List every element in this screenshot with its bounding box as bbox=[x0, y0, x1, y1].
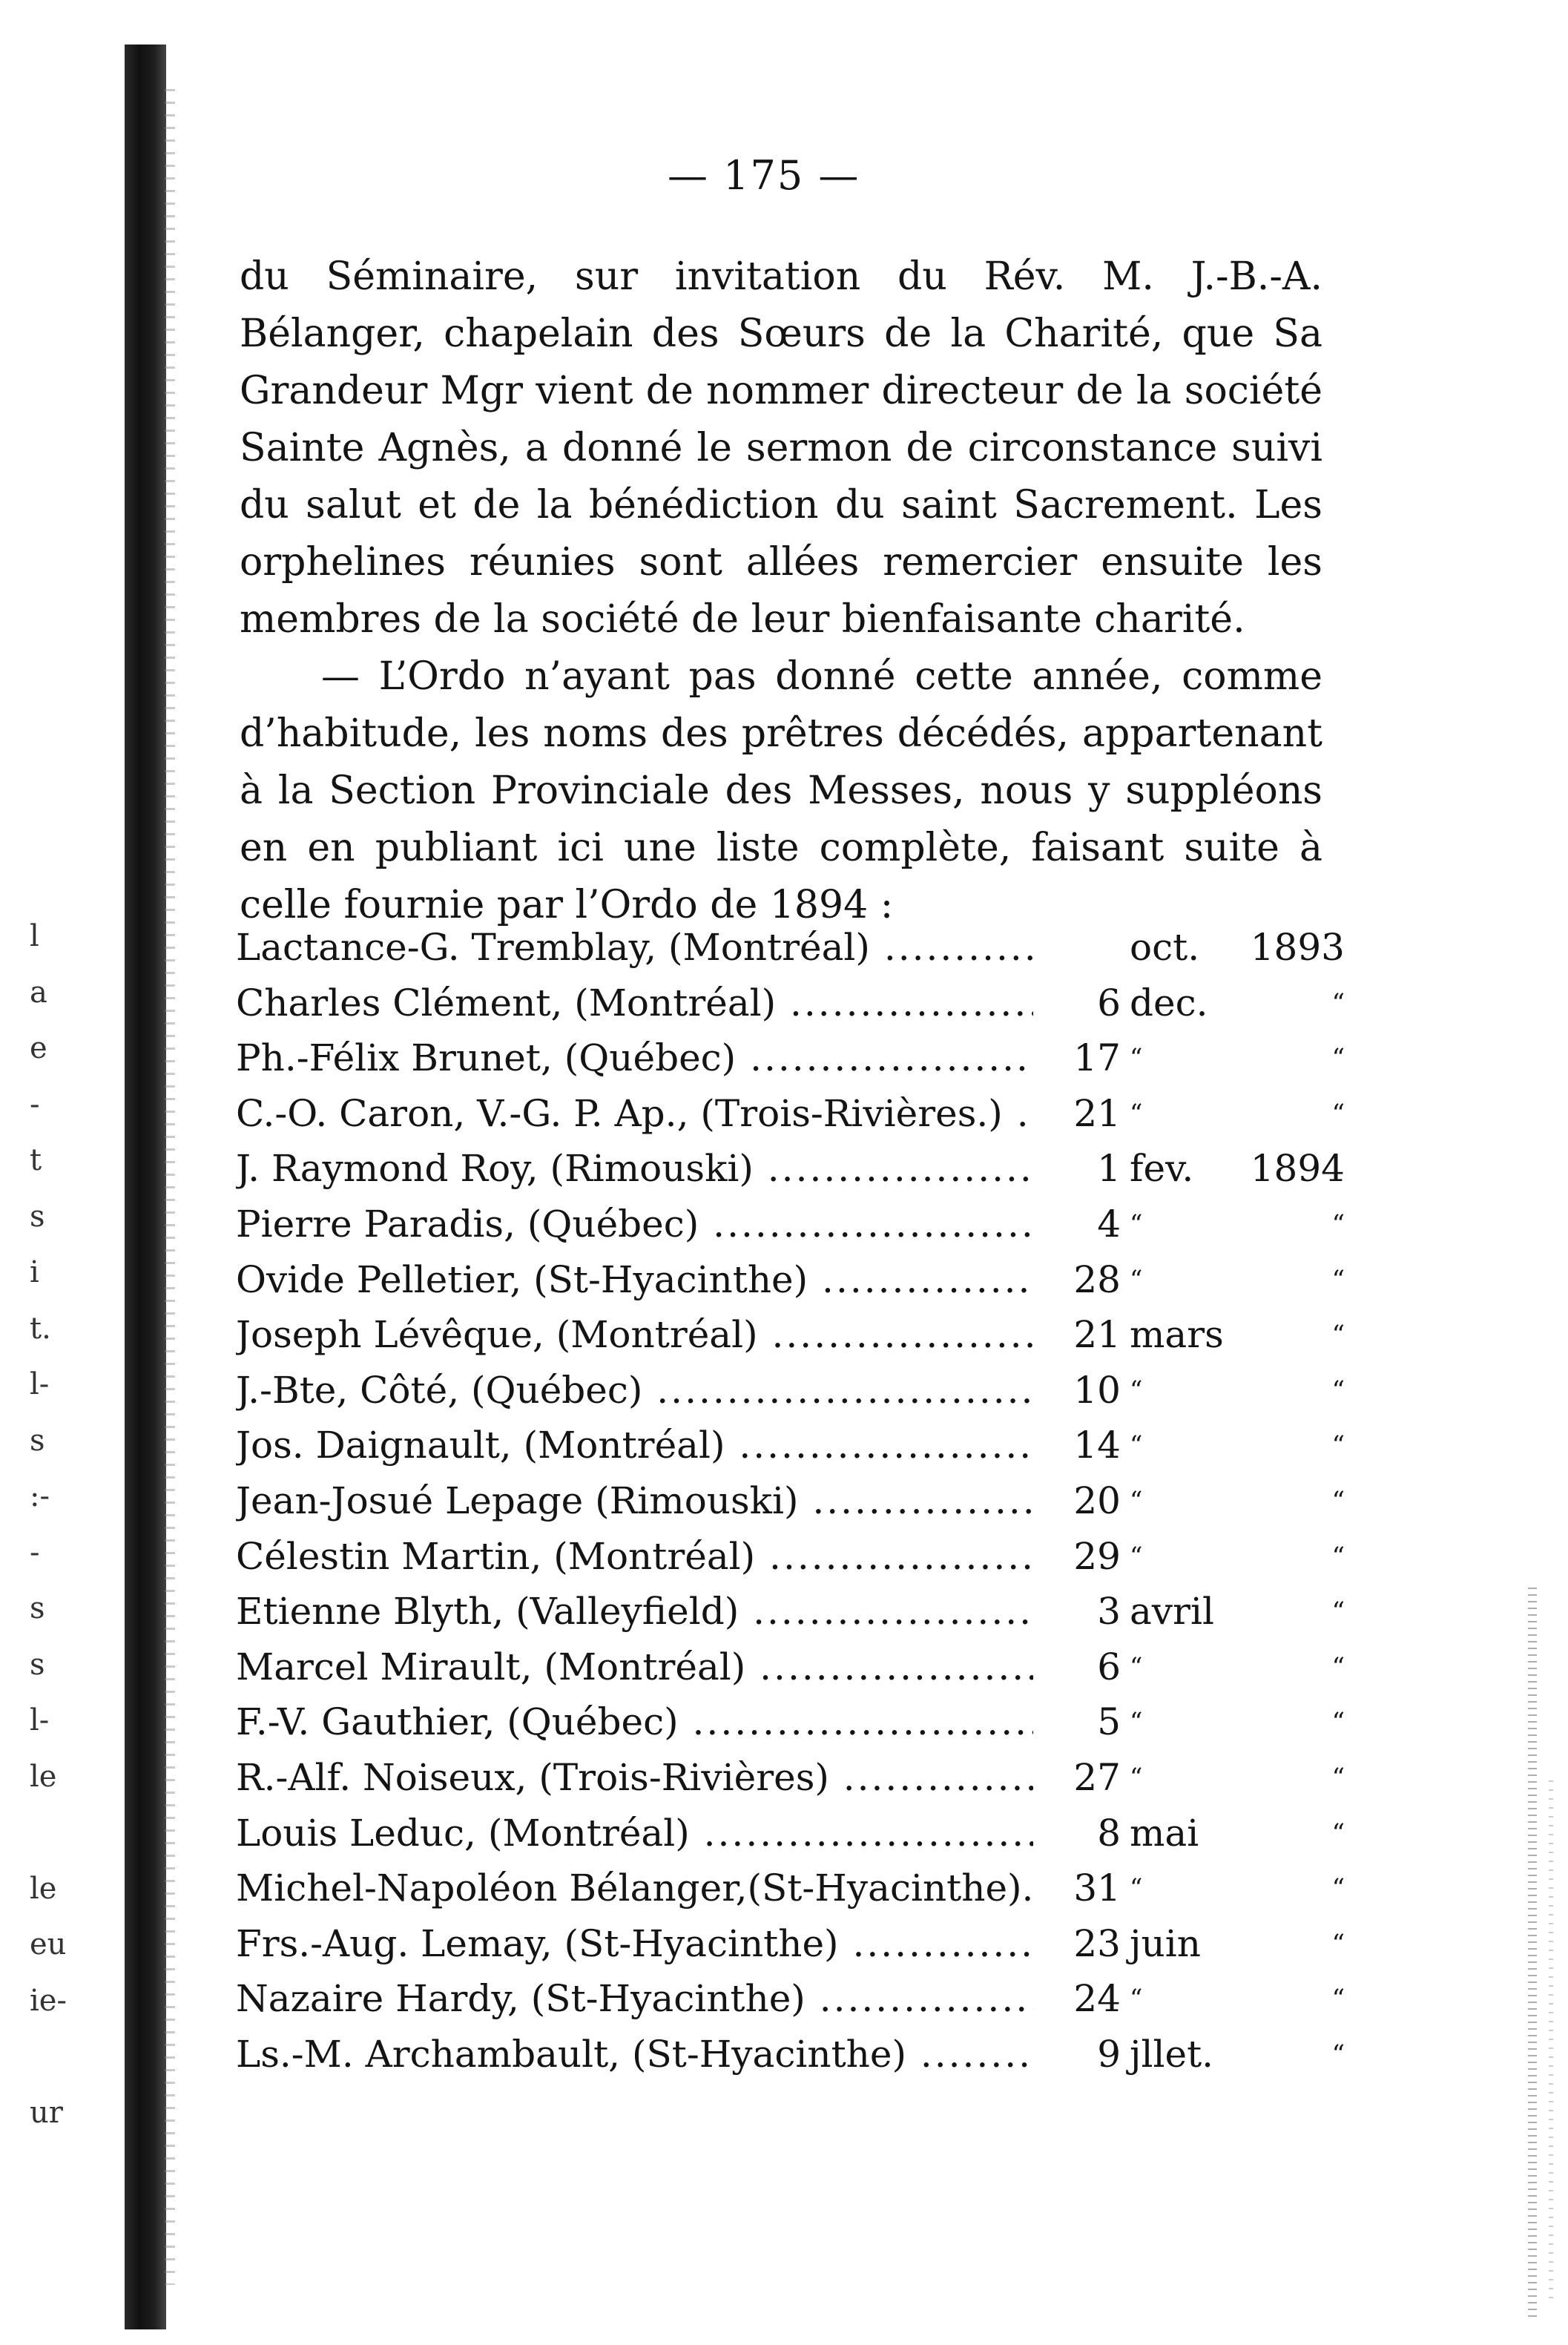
entry-day: 20 bbox=[1033, 1473, 1121, 1529]
list-item bbox=[236, 1197, 1345, 1252]
entry-name: J.-Bte, Côté, (Québec) ..... bbox=[236, 1363, 1033, 1418]
margin-fragment: s bbox=[30, 1591, 45, 1625]
list-item bbox=[236, 920, 1345, 976]
entry-name: Jos. Daignault, (Montréal) ..... bbox=[236, 1418, 1033, 1473]
entry-name: F.-V. Gauthier, (Québec) ..... bbox=[236, 1694, 1033, 1750]
entry-year: “ bbox=[1331, 1320, 1345, 1350]
page-edge-marks bbox=[1528, 1588, 1537, 2322]
entry-name: J. Raymond Roy, (Rimouski) ..... bbox=[236, 1141, 1033, 1197]
book-binding-edge bbox=[125, 45, 166, 2329]
entry-month: “ bbox=[1130, 1043, 1143, 1073]
entry-name: Pierre Paradis, (Québec) ..... bbox=[236, 1197, 1033, 1252]
entry-name: C.-O. Caron, V.-G. P. Ap., (Trois-Rivières.) ..... bbox=[236, 1086, 1033, 1142]
list-item bbox=[236, 1141, 1345, 1197]
entry-day: 21 bbox=[1033, 1086, 1121, 1142]
entry-day: 31 bbox=[1033, 1861, 1121, 1916]
entry-month: “ bbox=[1130, 1264, 1143, 1295]
entry-month: mai bbox=[1130, 1811, 1199, 1855]
entry-year: “ bbox=[1331, 1430, 1345, 1461]
entry-day: 3 bbox=[1033, 1584, 1121, 1639]
entry-year: “ bbox=[1331, 1541, 1345, 1571]
entry-day: 24 bbox=[1033, 1971, 1121, 2027]
entry-month: juin bbox=[1130, 1921, 1201, 1965]
entry-day: 23 bbox=[1033, 1916, 1121, 1972]
entry-day: 6 bbox=[1033, 976, 1121, 1031]
entry-day: 17 bbox=[1033, 1030, 1121, 1086]
binding-shadow bbox=[165, 89, 175, 2285]
margin-fragment: l- bbox=[30, 1367, 50, 1401]
entry-year: 1894 bbox=[1250, 1147, 1345, 1191]
entry-year: “ bbox=[1331, 1984, 1345, 2014]
entry-year: “ bbox=[1331, 1043, 1345, 1073]
margin-fragment: - bbox=[30, 1087, 40, 1122]
entry-name: Joseph Lévêque, (Montréal) ..... bbox=[236, 1307, 1033, 1363]
entry-month: dec. bbox=[1130, 981, 1208, 1025]
margin-fragment: l bbox=[30, 919, 39, 953]
entry-day: 8 bbox=[1033, 1806, 1121, 1861]
margin-fragment: ie- bbox=[30, 1983, 67, 2018]
entry-month: “ bbox=[1130, 1651, 1143, 1682]
margin-fragment: le bbox=[30, 1759, 57, 1794]
margin-fragment: le bbox=[30, 1871, 57, 1906]
list-item bbox=[236, 976, 1345, 1031]
entry-month: mars bbox=[1130, 1313, 1224, 1357]
entry-day: 6 bbox=[1033, 1639, 1121, 1695]
facing-page-fragments bbox=[30, 909, 119, 2141]
page-edge-marks-outer bbox=[1549, 1780, 1553, 2300]
list-item bbox=[236, 1861, 1345, 1916]
entry-month: jllet. bbox=[1130, 2032, 1214, 2076]
entry-name: Ph.-Félix Brunet, (Québec) ..... bbox=[236, 1030, 1033, 1086]
entry-name: Louis Leduc, (Montréal) ..... bbox=[236, 1806, 1033, 1861]
entry-year: “ bbox=[1331, 1651, 1345, 1682]
entry-name: Jean-Josué Lepage (Rimouski) ..... bbox=[236, 1473, 1033, 1529]
entry-year: “ bbox=[1331, 1596, 1345, 1627]
list-item bbox=[236, 1529, 1345, 1585]
margin-fragment: eu bbox=[30, 1927, 67, 1961]
entry-year: “ bbox=[1331, 1375, 1345, 1405]
margin-fragment: t bbox=[30, 1143, 42, 1177]
entry-day: 4 bbox=[1033, 1197, 1121, 1252]
entry-name: Célestin Martin, (Montréal) ..... bbox=[236, 1529, 1033, 1585]
margin-fragment: :- bbox=[30, 1479, 50, 1513]
entry-name: Marcel Mirault, (Montréal) ..... bbox=[236, 1639, 1033, 1695]
margin-fragment bbox=[30, 2029, 119, 2085]
entry-day: 1 bbox=[1033, 1141, 1121, 1197]
margin-fragment: t. bbox=[30, 1311, 51, 1346]
margin-fragment: a bbox=[30, 975, 47, 1010]
entry-day: 29 bbox=[1033, 1529, 1121, 1585]
entry-day: 27 bbox=[1033, 1750, 1121, 1806]
entry-year: “ bbox=[1331, 1762, 1345, 1792]
list-item bbox=[236, 1030, 1345, 1086]
entry-month: “ bbox=[1130, 1984, 1143, 2014]
entry-month: fev. bbox=[1130, 1147, 1194, 1191]
entry-month: avril bbox=[1130, 1590, 1214, 1634]
paragraph-seminaire: du Séminaire, sur invitation du Rév. M. J.-B.-A. Bélanger, chapelain des Sœurs de la Charité, que Sa Grandeur Mgr vient de nommer directeur de la société Sainte Agnès, a donné le sermon de circonstance suivi du salut et de la bénédiction du saint Sacrement. Les orphelines réunies sont allées remercier ensuite les membres de la société de leur bienfaisante charité. bbox=[240, 254, 1322, 642]
list-item bbox=[236, 1750, 1345, 1806]
list-item bbox=[236, 1584, 1345, 1639]
list-item bbox=[236, 1252, 1345, 1308]
list-item bbox=[236, 1694, 1345, 1750]
list-item bbox=[236, 1086, 1345, 1142]
entry-year: “ bbox=[1331, 1208, 1345, 1239]
margin-fragment: ur bbox=[30, 2095, 63, 2130]
entry-month: “ bbox=[1130, 1098, 1143, 1128]
entry-month: “ bbox=[1130, 1707, 1143, 1737]
list-item bbox=[236, 2027, 1345, 2082]
list-item bbox=[236, 1639, 1345, 1695]
entry-month: “ bbox=[1130, 1541, 1143, 1571]
entry-day: 10 bbox=[1033, 1363, 1121, 1418]
list-item bbox=[236, 1473, 1345, 1529]
list-item bbox=[236, 1916, 1345, 1972]
entry-name: R.-Alf. Noiseux, (Trois-Rivières) ..... bbox=[236, 1750, 1033, 1806]
margin-fragment: e bbox=[30, 1031, 47, 1065]
entry-year: “ bbox=[1331, 1098, 1345, 1128]
list-item bbox=[236, 1806, 1345, 1861]
deceased-priests-list bbox=[236, 920, 1345, 2082]
margin-fragment: i bbox=[30, 1255, 39, 1289]
entry-month: “ bbox=[1130, 1762, 1143, 1792]
entry-month: “ bbox=[1130, 1873, 1143, 1904]
list-item bbox=[236, 1307, 1345, 1363]
entry-year: “ bbox=[1331, 987, 1345, 1018]
entry-name: Ls.-M. Archambault, (St-Hyacinthe) ..... bbox=[236, 2027, 1033, 2082]
margin-fragment: l- bbox=[30, 1703, 50, 1737]
paragraph-ordo: — L’Ordo n’ayant pas donné cette année, comme d’habitude, les noms des prêtres décédés, appartenant à la Section Provinciale des Messes, nous y suppléons en en publiant ici une liste complète, faisant suite à celle fournie par l’Ordo de 1894 : bbox=[240, 654, 1322, 927]
entry-year: “ bbox=[1331, 1485, 1345, 1516]
entry-year: “ bbox=[1331, 1873, 1345, 1904]
entry-month: “ bbox=[1130, 1485, 1143, 1516]
entry-day: 9 bbox=[1033, 2027, 1121, 2082]
page-number: — 175 — bbox=[668, 152, 860, 199]
entry-day: 21 bbox=[1033, 1307, 1121, 1363]
margin-fragment: s bbox=[30, 1199, 45, 1234]
entry-month: oct. bbox=[1130, 926, 1200, 969]
entry-name: Charles Clément, (Montréal) ..... bbox=[236, 976, 1033, 1031]
entry-year: “ bbox=[1331, 1264, 1345, 1295]
entry-name: Lactance-G. Tremblay, (Montréal) ..... bbox=[236, 920, 1033, 976]
entry-name: Nazaire Hardy, (St-Hyacinthe) ..... bbox=[236, 1971, 1033, 2027]
margin-fragment bbox=[30, 1805, 119, 1861]
entry-name: Frs.-Aug. Lemay, (St-Hyacinthe) ..... bbox=[236, 1916, 1033, 1972]
entry-day: 14 bbox=[1033, 1418, 1121, 1473]
margin-fragment: - bbox=[30, 1535, 40, 1570]
entry-year: 1893 bbox=[1250, 926, 1345, 969]
entry-day: 5 bbox=[1033, 1694, 1121, 1750]
list-item bbox=[236, 1971, 1345, 2027]
entry-name: Etienne Blyth, (Valleyfield) ..... bbox=[236, 1584, 1033, 1639]
entry-year: “ bbox=[1331, 1818, 1345, 1848]
list-item bbox=[236, 1363, 1345, 1418]
body-text bbox=[240, 249, 1322, 934]
entry-month: “ bbox=[1130, 1430, 1143, 1461]
margin-fragment: s bbox=[30, 1647, 45, 1682]
entry-month: “ bbox=[1130, 1375, 1143, 1405]
entry-year: “ bbox=[1331, 1707, 1345, 1737]
entry-year: “ bbox=[1331, 1928, 1345, 1958]
entry-year: “ bbox=[1331, 2039, 1345, 2069]
list-item bbox=[236, 1418, 1345, 1473]
margin-fragment: s bbox=[30, 1423, 45, 1458]
entry-month: “ bbox=[1130, 1208, 1143, 1239]
entry-name: Michel-Napoléon Bélanger,(St-Hyacinthe). ..... bbox=[236, 1861, 1033, 1916]
entry-name: Ovide Pelletier, (St-Hyacinthe) ..... bbox=[236, 1252, 1033, 1308]
entry-day: 28 bbox=[1033, 1252, 1121, 1308]
